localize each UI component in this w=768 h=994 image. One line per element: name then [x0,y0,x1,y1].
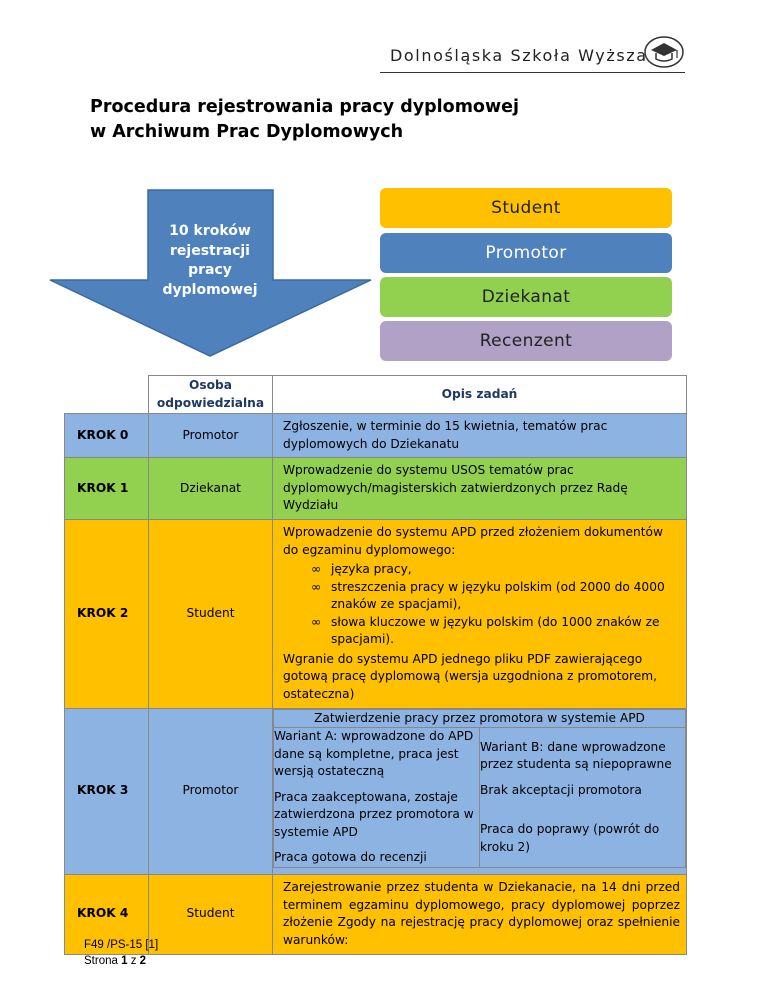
opis-cell: Zgłoszenie, w terminie do 15 kwietnia, tematów prac dyplomowych do Dziekanatu [273,414,687,458]
bullet-text: języka pracy, [331,562,412,576]
osoba-cell: Promotor [149,708,273,874]
table-row-krok-3 [65,708,687,874]
variant-b [480,728,686,868]
role-dziekanat: Dziekanat [380,277,672,317]
krok-label: KROK 3 [65,708,149,874]
bullet-text: streszczenia pracy w języku polskim (od 2000 do 4000 znaków ze spacjami), [331,579,665,611]
krok-2-intro: Wprowadzenie do systemu APD przed złożeniem dokumentów do egzaminu dyplomowego: [283,525,663,557]
list-item [311,579,680,614]
role-recenzent: Recenzent [380,321,672,361]
table-row-krok-1 [65,458,687,520]
arrow-line-3: pracy [188,262,232,278]
variant-b-desc: Wariant B: dane wprowadzone przez studenta są niepoprawne [480,739,672,771]
opis-cell: Wprowadzenie do systemu USOS tematów prac dyplomowych/magisterskich zatwierdzonych przez Radę Wydziału [273,458,687,520]
school-logo-icon [643,34,685,70]
krok-label: KROK 0 [65,414,149,458]
header-osoba: Osoba odpowiedzialna [149,376,273,414]
form-code: F49 /PS-15 [1] [84,939,159,951]
table-header-row [65,376,687,414]
osoba-cell: Dziekanat [149,458,273,520]
role-student: Student [380,188,672,228]
krok-label: KROK 1 [65,458,149,520]
header-opis: Opis zadań [273,376,687,414]
page-footer [84,937,158,969]
variant-b-status: Praca do poprawy (powrót do kroku 2) [480,822,660,854]
title-line-2: w Archiwum Prac Dyplomowych [90,122,404,142]
krok-2-outro: Wgranie do systemu APD jednego pliku PDF zawierającego gotową pracę dyplomową (wersja uzgodniona z promotorem, ostateczna) [283,651,657,701]
osoba-cell: Student [149,519,273,708]
title-line-1: Procedura rejestrowania pracy dyplomowej [90,97,519,117]
osoba-cell: Student [149,874,273,954]
krok-label: KROK 2 [65,519,149,708]
variant-a-desc: Wariant A: wprowadzone do APD dane są kompletne, praca jest wersją ostateczną [274,729,474,778]
list-item [311,614,680,649]
school-header [380,44,680,72]
krok-3-variants [273,709,686,868]
arrow-label [150,222,270,300]
empty-corner [65,376,149,414]
krok-3-heading: Zatwierdzenie pracy przez promotora w systemie APD [274,709,686,728]
bullet-icon: ∞ [311,579,322,594]
page-number: Strona 1 z 2 [84,955,147,967]
arrow-line-1: 10 kroków [169,223,251,239]
school-name: Dolnośląska Szkoła Wyższa [390,46,648,65]
bullet-icon: ∞ [311,614,322,629]
header-rule [380,72,685,73]
opis-cell [273,708,687,874]
arrow-line-4: dyplomowej [162,281,258,298]
steps-table [64,375,687,955]
variant-b-result: Brak akceptacji promotora [480,782,642,797]
table-row-krok-0 [65,414,687,458]
opis-cell [273,519,687,708]
bullet-icon: ∞ [311,562,322,576]
arrow-line-2: rejestracji [170,242,250,259]
krok-label: KROK 4 [65,874,149,954]
role-promotor: Promotor [380,233,672,273]
variant-a [274,728,480,868]
krok-2-bullet-list [283,561,680,649]
opis-cell: Zarejestrowanie przez studenta w Dziekanacie, na 14 dni przed terminem egzaminu dyplomowego, pracy dyplomowej poprzez złożenie Zgody na rejestrację pracy dyplomowej oraz spełnienie warunków: [273,874,687,954]
bullet-text: słowa kluczowe w języku polskim (do 1000 znaków ze spacjami). [331,614,660,646]
variant-a-result: Praca zaakceptowana, zostaje zatwierdzona przez promotora w systemie APD [274,789,474,839]
table-row-krok-2 [65,519,687,708]
list-item [311,561,680,579]
document-title [90,95,519,145]
osoba-cell: Promotor [149,414,273,458]
variant-a-status: Praca gotowa do recenzji [274,850,427,864]
